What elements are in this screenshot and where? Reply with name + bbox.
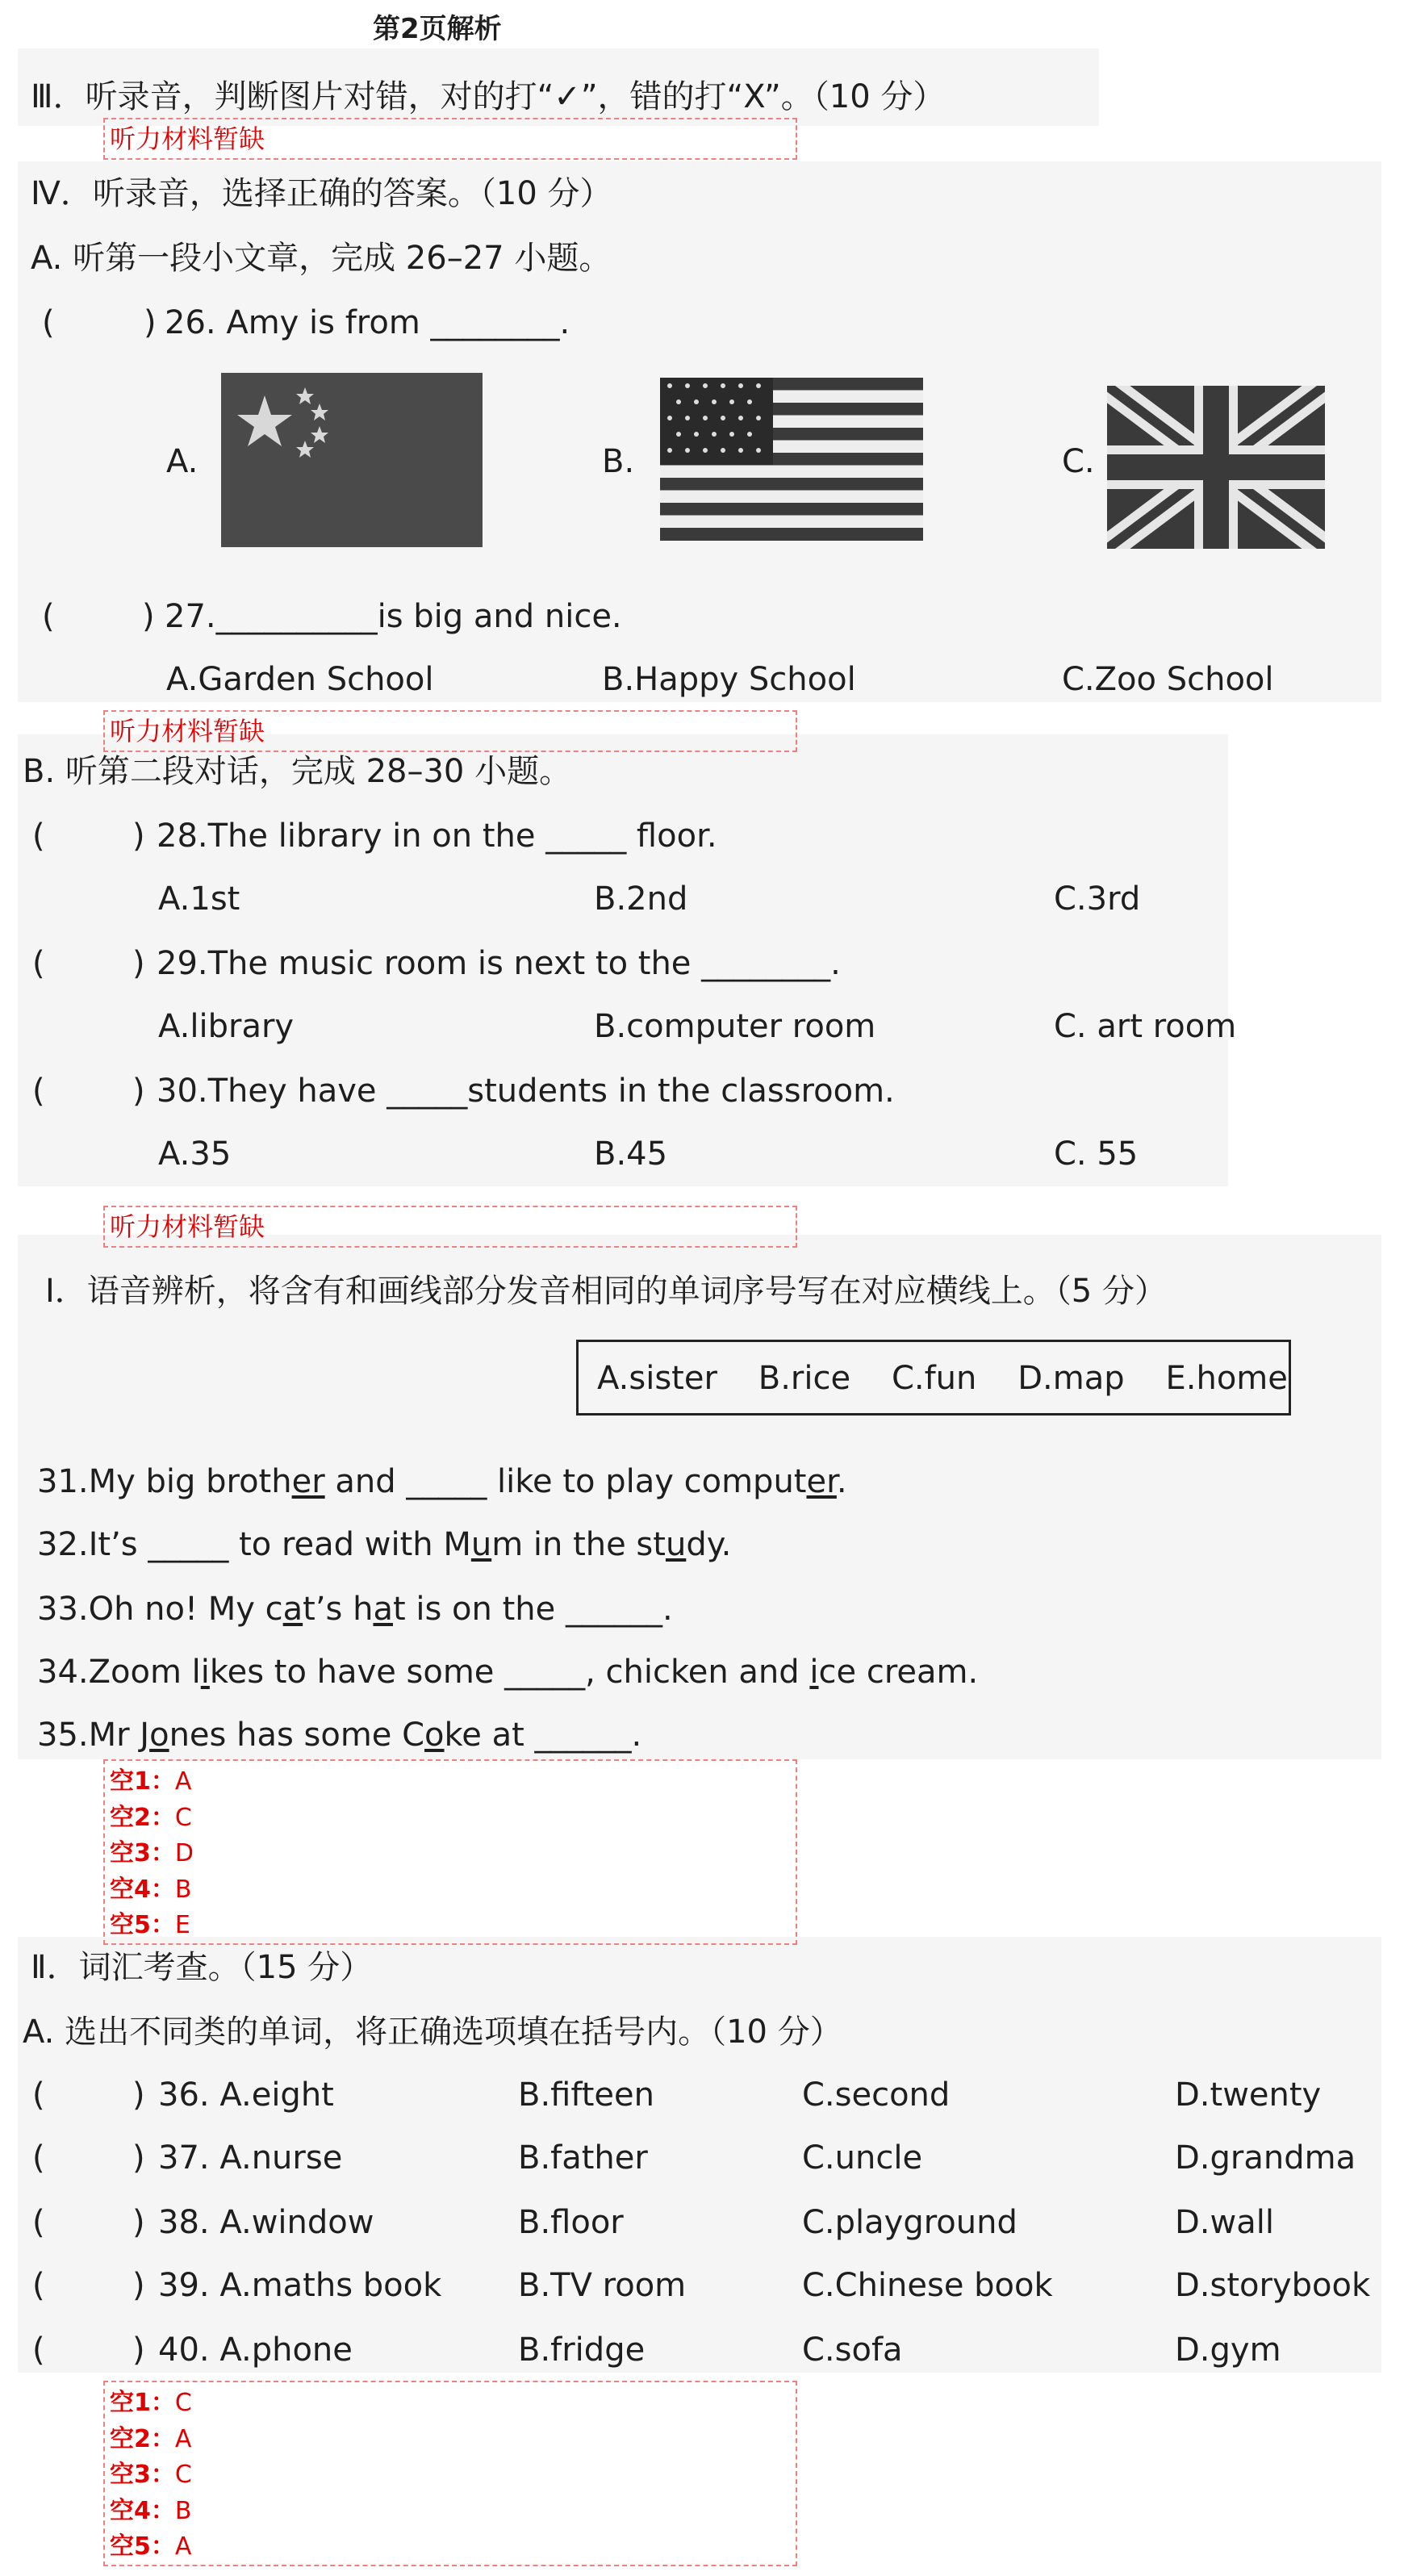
question-28: 28.The library in on the _____ floor. <box>157 818 717 855</box>
option-a: A.35 <box>158 1135 232 1173</box>
question-32: 32.It’s _____ to read with Mum in the study. <box>37 1526 732 1563</box>
option-c: C.3rd <box>1054 880 1141 918</box>
answer-paren-open[interactable]: ( <box>42 598 55 635</box>
answer-paren-open[interactable]: ( <box>32 2204 45 2241</box>
answer-paren-open[interactable]: ( <box>32 2076 45 2114</box>
question-36: 36. A.eight <box>158 2076 334 2114</box>
question-27: 27.__________is big and nice. <box>165 598 622 635</box>
answer-paren-close: ) <box>132 818 145 855</box>
option-c: C.second <box>802 2076 951 2114</box>
answer-line: 空3：C <box>110 2461 192 2489</box>
option-b: B.TV room <box>518 2267 687 2304</box>
china-flag-image <box>221 373 483 547</box>
option-b: B.45 <box>594 1135 668 1173</box>
answer-paren-close: ) <box>132 2331 145 2369</box>
option-b: B.father <box>518 2139 648 2177</box>
option-a-label: A. <box>166 443 198 480</box>
option-d: D.twenty <box>1175 2076 1322 2114</box>
option-a: A.1st <box>158 880 240 918</box>
answer-paren-close: ) <box>132 945 145 982</box>
question-40: 40. A.phone <box>158 2331 353 2369</box>
question-38: 38. A.window <box>158 2204 374 2241</box>
answer-paren-open[interactable]: ( <box>32 2331 45 2369</box>
page-title: 第2页解析 <box>373 13 502 45</box>
option-b: B.fifteen <box>518 2076 654 2114</box>
answer-paren-close: ) <box>132 1073 145 1110</box>
usa-flag-image <box>660 378 923 541</box>
question-34: 34.Zoom likes to have some _____, chicken and ice cream. <box>37 1654 979 1691</box>
option-c: C.playground <box>802 2204 1017 2241</box>
option-b: B.Happy School <box>602 661 856 698</box>
answer-paren-close: ) <box>144 304 157 341</box>
section1-title: Ⅰ．语音辨析，将含有和画线部分发音相同的单词序号写在对应横线上。（5 分） <box>45 1273 1167 1310</box>
question-31: 31.My big brother and _____ like to play computer. <box>37 1463 847 1500</box>
answer-line: 空1：C <box>110 2389 192 2417</box>
option-c: C. 55 <box>1054 1135 1139 1173</box>
option-d: D.grandma <box>1175 2139 1356 2177</box>
answer-paren-close: ) <box>132 2267 145 2304</box>
answer-paren-open[interactable]: ( <box>32 1073 45 1110</box>
option-c: C.Chinese book <box>802 2267 1053 2304</box>
option-d: D.wall <box>1175 2204 1274 2241</box>
missing-audio-note: 听力材料暂缺 <box>103 710 797 752</box>
answer-line: 空5：E <box>110 1911 190 1939</box>
section4-part-a: A. 听第一段小文章，完成 26–27 小题。 <box>31 240 612 277</box>
question-35: 35.Mr Jones has some Coke at ______. <box>37 1717 642 1754</box>
section4-part-b: B. 听第二段对话，完成 28–30 小题。 <box>23 753 572 790</box>
question-29: 29.The music room is next to the ________. <box>157 945 841 982</box>
option-c-label: C. <box>1062 443 1095 480</box>
answer-line: 空4：B <box>110 2496 192 2525</box>
option-c: C.Zoo School <box>1062 661 1274 698</box>
answer-line: 空5：A <box>110 2532 192 2561</box>
answer-paren-close: ) <box>132 2204 145 2241</box>
option-d: D.storybook <box>1175 2267 1371 2304</box>
option-b: B.fridge <box>518 2331 646 2369</box>
option-b: B.floor <box>518 2204 624 2241</box>
answer-line: 空4：B <box>110 1875 192 1904</box>
word-options: A.sister B.rice C.fun D.map E.home <box>597 1360 1288 1397</box>
answer-key-box <box>103 2381 797 2566</box>
answer-paren-close: ) <box>132 2076 145 2114</box>
uk-flag-image <box>1107 386 1325 549</box>
option-d: D.gym <box>1175 2331 1281 2369</box>
option-a: A.library <box>158 1008 295 1045</box>
answer-paren-open[interactable]: ( <box>32 945 45 982</box>
answer-line: 空1：A <box>110 1767 192 1796</box>
answer-paren-close: ) <box>132 2139 145 2177</box>
section3-title: Ⅲ．听录音，判断图片对错，对的打“✓”，错的打“X”。（10 分） <box>31 78 946 115</box>
question-30: 30.They have _____students in the classroom. <box>157 1073 895 1110</box>
answer-paren-open[interactable]: ( <box>32 2139 45 2177</box>
question-39: 39. A.maths book <box>158 2267 442 2304</box>
answer-line: 空2：C <box>110 1803 192 1832</box>
answer-paren-open[interactable]: ( <box>32 2267 45 2304</box>
answer-paren-open[interactable]: ( <box>32 818 45 855</box>
question-26: 26. Amy is from ________. <box>165 304 570 341</box>
section2-title: Ⅱ．词汇考查。（15 分） <box>31 1949 373 1986</box>
answer-key-box <box>103 1759 797 1945</box>
answer-paren-open[interactable]: ( <box>42 304 55 341</box>
option-c: C.sofa <box>802 2331 903 2369</box>
answer-line: 空2：A <box>110 2424 192 2453</box>
question-33: 33.Oh no! My cat’s hat is on the ______. <box>37 1591 673 1628</box>
answer-line: 空3：D <box>110 1839 194 1867</box>
missing-audio-note: 听力材料暂缺 <box>103 1206 797 1248</box>
section2-part-a: A. 选出不同类的单词，将正确选项填在括号内。（10 分） <box>23 2014 842 2051</box>
answer-paren-close: ) <box>142 598 155 635</box>
option-b-label: B. <box>602 443 635 480</box>
option-c: C.uncle <box>802 2139 923 2177</box>
option-b: B.computer room <box>594 1008 876 1045</box>
question-37: 37. A.nurse <box>158 2139 343 2177</box>
missing-audio-note: 听力材料暂缺 <box>103 118 797 160</box>
option-c: C. art room <box>1054 1008 1237 1045</box>
option-b: B.2nd <box>594 880 688 918</box>
section4-title: Ⅳ．听录音，选择正确的答案。（10 分） <box>31 175 612 212</box>
option-a: A.Garden School <box>166 661 434 698</box>
